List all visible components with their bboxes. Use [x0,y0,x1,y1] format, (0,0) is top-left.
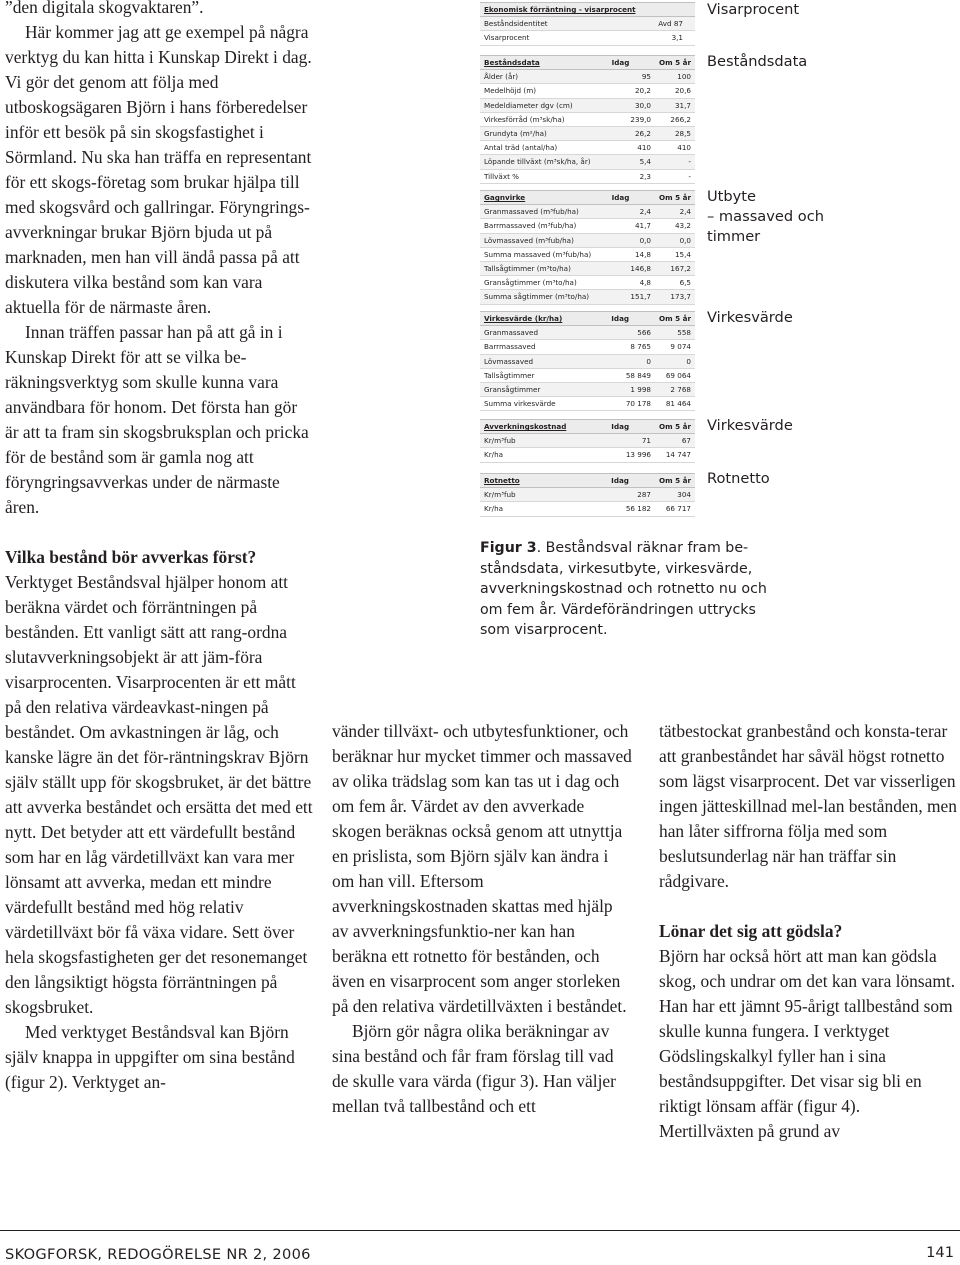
table-cell: 28,5 [655,126,695,140]
page-number: 141 [926,1244,954,1261]
paragraph: tätbestockat granbestånd och konsta-terar att granbeståndet har såväl högst rotnetto som lägst visarprocent. Det var visserligen ingen jätteskillnad mel-lan bestånden, men han låter siffrorna följa med som beslutsunderlag när han träffar sin rådgivare. [659,721,957,891]
figure-label-visarprocent: Visarprocent [707,1,800,18]
table-cell: 304 [655,488,695,502]
table-cell: Gransågtimmer [480,382,607,396]
table-cell: Summa virkesvärde [480,397,607,411]
table-cell: 167,2 [655,261,695,275]
table-cell: 239,0 [608,112,655,126]
footer-rule [0,1230,960,1231]
table-cell: 2 768 [655,382,695,396]
table-cell: Grundyta (m²/ha) [480,126,608,140]
figure-caption [480,538,780,641]
table-cell: Summa sågtimmer (m³to/ha) [480,290,608,304]
table-cell: 30,0 [608,98,655,112]
table-cell: Rotnetto [480,474,607,488]
table-cell: 0,0 [608,233,655,247]
table-cell [640,3,687,17]
table-cell: 266,2 [655,112,695,126]
text-column-right [659,719,959,1144]
table-cell: 2,4 [655,205,695,219]
table-cell: Om 5 år [655,56,695,70]
table-cell [687,17,695,31]
table-visarprocent [480,2,695,46]
table-virkesvarde [480,311,695,411]
table-cell: 8 765 [607,340,655,354]
footer-publication: SKOGFORSK, REDOGÖRELSE NR 2, 2006 [5,1246,311,1263]
table-row [480,434,695,448]
table-cell: 14 747 [655,448,695,462]
table-cell: 410 [655,141,695,155]
table-row [480,155,695,169]
table-cell: Lövmassaved [480,354,607,368]
table-cell: 1 998 [607,382,655,396]
table-cell: 70 178 [607,397,655,411]
table-cell: 5,4 [608,155,655,169]
table-cell: 287 [607,488,655,502]
table-cell: Barrmassaved (m³fub/ha) [480,219,608,233]
paragraph: Björn har också hört att man kan gödsla skog, och undrar om det kan vara lönsamt. Han har ett jämnt 95-årigt tallbestånd som skulle kunna fungera. I verktyget Gödslingskalkyl fyller han i sina beståndsuppgifter. Det visar sig bli en riktigt lönsam affär (figur 4). Mertillväxten på grund av [659,946,956,1141]
table-bestandsdata [480,55,695,184]
table-row [480,502,695,516]
table-cell: Om 5 år [655,312,695,326]
table-cell: Avverkningskostnad [480,420,607,434]
table-row [480,488,695,502]
table-cell: Granmassaved (m³fub/ha) [480,205,608,219]
table-cell: Visarprocent [480,31,640,45]
table-row [480,312,695,326]
table-cell: Medeldiameter dgv (cm) [480,98,608,112]
table-cell: Idag [607,420,655,434]
table-cell [687,31,695,45]
table-cell: 151,7 [608,290,655,304]
figure-label-rotnetto: Rotnetto [707,470,770,487]
table-cell: Gransågtimmer (m³to/ha) [480,276,608,290]
table-row [480,169,695,183]
table-cell: Antal träd (antal/ha) [480,141,608,155]
table-cell: 410 [608,141,655,155]
table-cell: 0 [655,354,695,368]
table-cell: Om 5 år [655,474,695,488]
table-cell: 26,2 [608,126,655,140]
table-row [480,276,695,290]
table-cell: 173,7 [655,290,695,304]
figure-caption-text: . Beståndsval räknar fram be-ståndsdata, virkesutbyte, virkesvärde, avverkningskostnad och rotnetto nu och om fem år. Värdeförändringen uttrycks som visarprocent. [480,540,767,638]
table-row [480,56,695,70]
table-row [480,397,695,411]
table-rotnetto [480,473,695,517]
table-row [480,354,695,368]
figure-label-utbyte [707,187,824,247]
paragraph: Verktyget Beståndsval hjälper honom att beräkna värdet och förräntningen på bestånden. Ett vanligt sätt att rang-ordna slutavverkningsobjekt är att jäm-föra visarprocenten. Visarprocenten är ett mått på den relativa värdeavkast-ningen på beståndet. Om avkastningen är låg, och kanske lägre än det för-räntningskrav Björn själv ställt upp för skogsbruket, är det bättre att avverka beståndet och ersätta det med ett nytt. Det betyder att ett värdefullt bestånd som har en låg värdetillväxt kan vara mer lönsamt att avverka, medan ett mindre värdefullt bestånd med hög relativ värdetillväxt bör få växa vidare. Sett över hela skogsfastigheten ger det resonemanget den långsiktigt högsta förräntningen på skogsbruket. [5,572,313,1017]
text-column-middle [332,719,632,1119]
table-row [480,191,695,205]
paragraph: Med verktyget Beståndsval kan Björn själv knappa in uppgifter om sina bestånd (figur 2). Verktyget an- [5,1022,295,1092]
table-cell: 31,7 [655,98,695,112]
table-cell: 0,0 [655,233,695,247]
table-cell: 95 [608,70,655,84]
table-cell: Kr/m³fub [480,488,607,502]
table-row [480,219,695,233]
table-cell: 3,1 [640,31,687,45]
table-cell: 20,2 [608,84,655,98]
table-cell: Kr/ha [480,448,607,462]
table-row [480,17,695,31]
table-cell: Idag [607,312,655,326]
table-cell: 20,6 [655,84,695,98]
table-cell: 14,8 [608,247,655,261]
table-cell: 566 [607,326,655,340]
table-cell: Ålder (år) [480,70,608,84]
table-row [480,448,695,462]
table-cell: Virkesvärde (kr/ha) [480,312,607,326]
table-cell: Idag [607,474,655,488]
table-cell: Barrmassaved [480,340,607,354]
table-cell: Lövmassaved (m³fub/ha) [480,233,608,247]
text-column-left [5,0,315,1095]
table-cell: 0 [607,354,655,368]
table-cell: 4,8 [608,276,655,290]
table-cell: 2,3 [608,169,655,183]
table-row [480,112,695,126]
figure-label-virkesvarde: Virkesvärde [707,417,793,434]
table-cell: Tillväxt % [480,169,608,183]
table-cell: Gagnvirke [480,191,608,205]
table-cell: 58 849 [607,368,655,382]
table-cell: 71 [607,434,655,448]
table-cell: 43,2 [655,219,695,233]
table-cell: Kr/ha [480,502,607,516]
figure-label-line: timmer [707,228,761,245]
table-row [480,261,695,275]
table-row [480,382,695,396]
paragraph: Innan träffen passar han på att gå in i Kunskap Direkt för att se vilka be-räkningsverktyg som skulle kunna vara användbara för honom. Det första han gör är att ta fram sin skogsbruksplan och pricka för de bestånd som är gamla nog att föryngringsavverkas under de närmaste åren. [5,322,309,517]
table-row [480,84,695,98]
table-cell: Medelhöjd (m) [480,84,608,98]
table-row [480,141,695,155]
table-cell: Tallsågtimmer (m³to/ha) [480,261,608,275]
table-cell: Om 5 år [655,191,695,205]
table-cell: Om 5 år [655,420,695,434]
table-cell: Löpande tillväxt (m³sk/ha, år) [480,155,608,169]
table-cell: 41,7 [608,219,655,233]
figure-caption-label: Figur 3 [480,540,537,556]
paragraph: Björn gör några olika beräkningar av sina bestånd och får fram förslag till vad de skulle vara värda (figur 3). Han väljer mellan två tallbestånd och ett [332,1021,616,1116]
table-cell: Virkesförråd (m³sk/ha) [480,112,608,126]
section-heading: Vilka bestånd bör avverkas först? [5,547,257,567]
table-row [480,290,695,304]
table-row [480,3,695,17]
figure-label-line: Utbyte [707,188,757,205]
table-cell: 15,4 [655,247,695,261]
table-row [480,31,695,45]
table-cell: 558 [655,326,695,340]
table-row [480,340,695,354]
figure-label-virkesvarde: Virkesvärde [707,309,793,326]
table-row [480,205,695,219]
table-cell: - [655,155,695,169]
table-cell: Beståndsidentitet [480,17,640,31]
table-row [480,368,695,382]
table-cell: 13 996 [607,448,655,462]
paragraph: Här kommer jag att ge exempel på några verktyg du kan hitta i Kunskap Direkt i dag. Vi gör det genom att följa med utboskogsägaren Björn i hans förberedelser inför ett besök på sin skogsfastighet i Sörmland. Nu ska han träffa en representant för ett skogs-företag som brukar hjälpa till med skogsvård och gallringar. Föryngrings-avverkningar brukar Björn bjuda ut på marknaden, men han vill ändå passa på att diskutera vilka bestånd som kan vara aktuella för de närmaste åren. [5,22,312,317]
table-row [480,474,695,488]
table-cell: 66 717 [655,502,695,516]
table-row [480,233,695,247]
table-cell: Kr/m³fub [480,434,607,448]
table-cell: Tallsågtimmer [480,368,607,382]
table-row [480,126,695,140]
table-cell: Avd 87 [640,17,687,31]
paragraph: vänder tillväxt- och utbytesfunktioner, och beräknar hur mycket timmer och massaved av olika trädslag som kan tas ut i dag och om fem år. Värdet av den avverkade skogen beräknas också genom att utnyttja en prislista, som Björn själv kan ändra i om han vill. Eftersom avverkningskostnaden skattas med hjälp av avverkningsfunktio-ner kan han beräkna ett rotnetto för bestånden, och även en visarprocent som anger storleken på den relativa värdetillväxten i beståndet. [332,721,632,1016]
table-row [480,247,695,261]
table-row [480,326,695,340]
table-cell: - [655,169,695,183]
table-cell: 6,5 [655,276,695,290]
table-cell: 100 [655,70,695,84]
figure-label-bestandsdata: Beståndsdata [707,53,808,70]
table-cell: 2,4 [608,205,655,219]
table-cell: 56 182 [607,502,655,516]
table-cell: Ekonomisk förräntning - visarprocent [480,3,640,17]
paragraph: ”den digitala skogvaktaren”. [5,0,204,17]
table-cell: 67 [655,434,695,448]
table-cell: 81 464 [655,397,695,411]
table-row [480,70,695,84]
table-row [480,98,695,112]
table-cell: Beståndsdata [480,56,608,70]
table-cell: Granmassaved [480,326,607,340]
figure-label-line: – massaved och [707,208,824,225]
table-cell: Summa massaved (m³fub/ha) [480,247,608,261]
table-cell: Idag [608,191,655,205]
table-row [480,420,695,434]
table-cell: 9 074 [655,340,695,354]
table-cell: 69 064 [655,368,695,382]
table-cell: Idag [608,56,655,70]
table-gagnvirke [480,190,695,305]
table-cell [687,3,695,17]
table-avverkningskostnad [480,419,695,463]
section-heading: Lönar det sig att gödsla? [659,921,843,941]
table-cell: 146,8 [608,261,655,275]
